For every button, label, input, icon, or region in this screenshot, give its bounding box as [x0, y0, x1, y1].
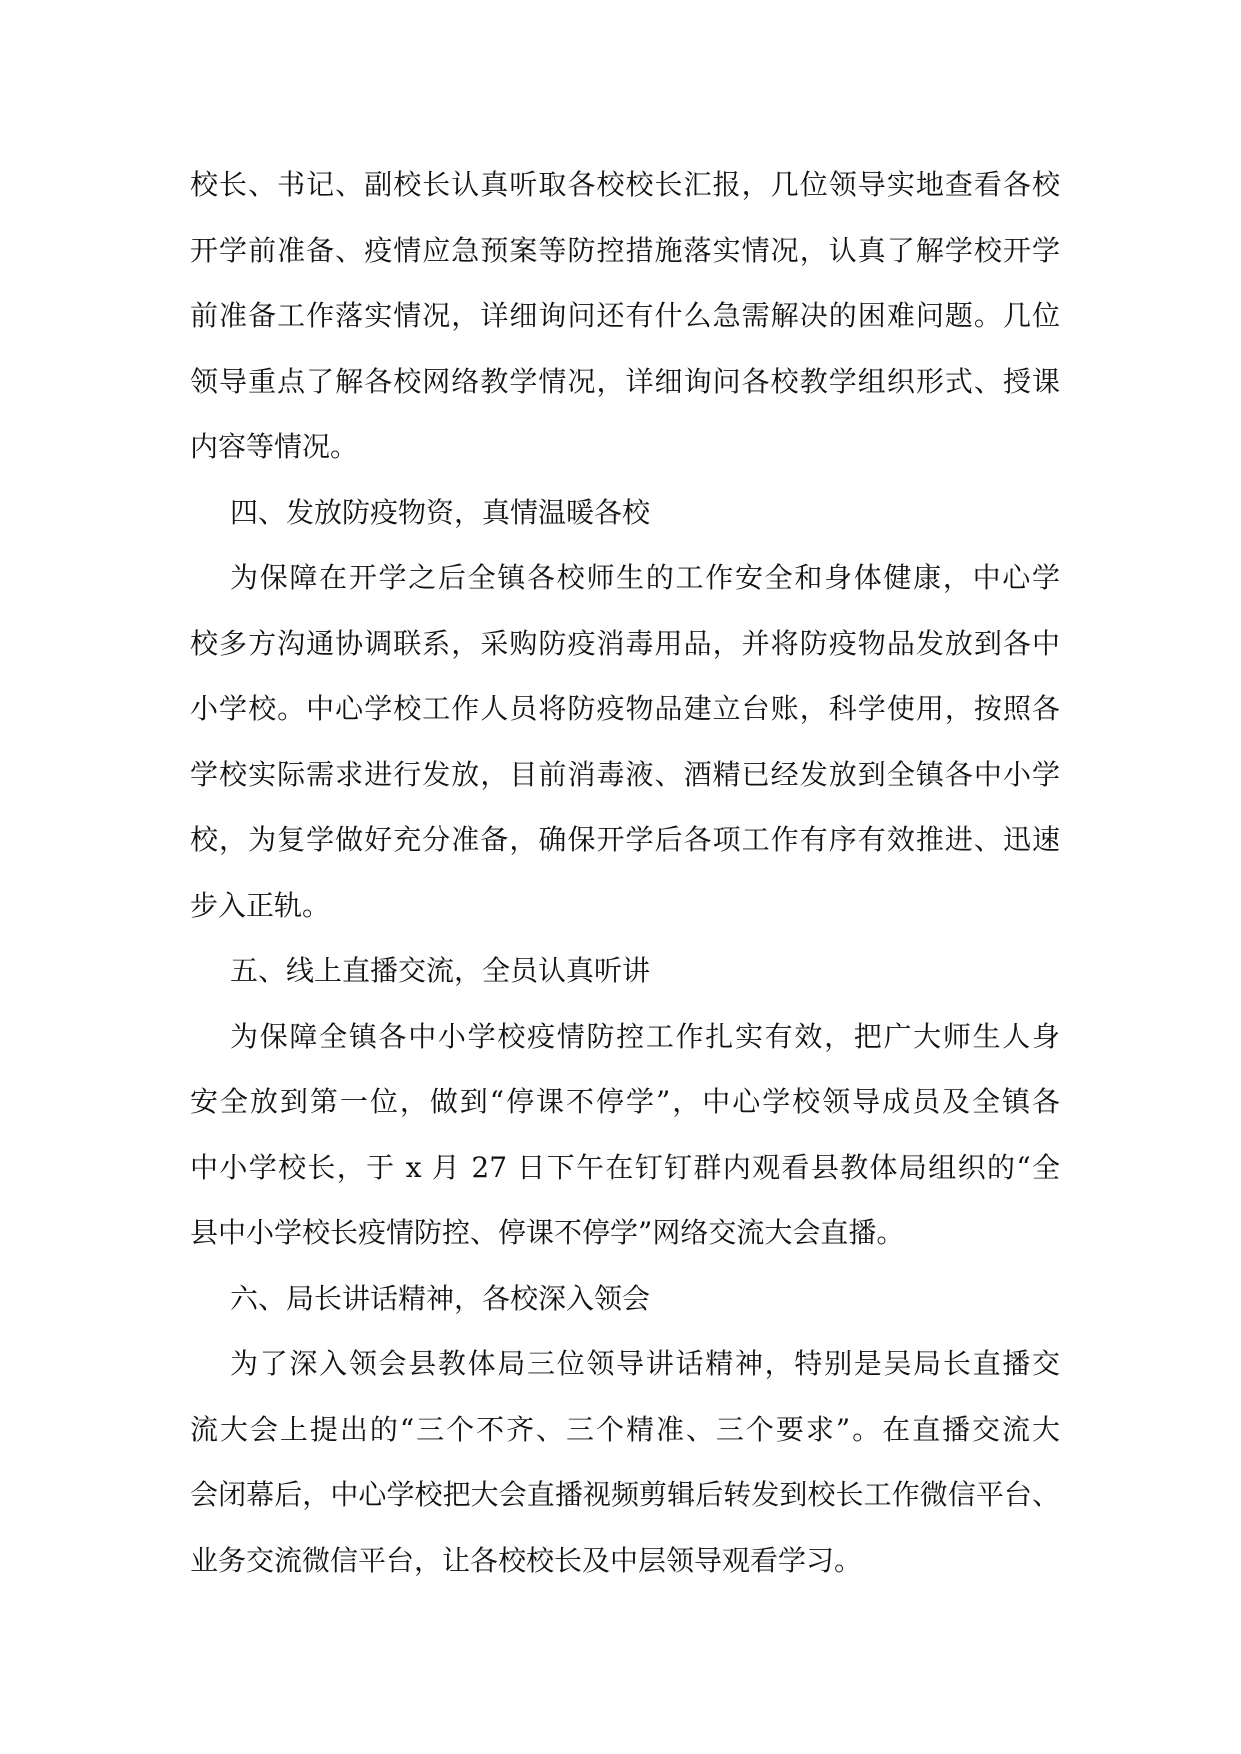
- body-line: 县中小学校长疫情防控、停课不停学”网络交流大会直播。: [190, 1216, 905, 1249]
- body-line: 领导重点了解各校网络教学情况，详细询问各校教学组织形式、授课: [190, 364, 1060, 398]
- body-line: 校长、书记、副校长认真听取各校校长汇报，几位领导实地查看各校: [190, 168, 1060, 201]
- body-line: 为了深入领会县教体局三位领导讲话精神，特别是吴局长直播交: [230, 1347, 1060, 1380]
- body-line: 会闭幕后，中心学校把大会直播视频剪辑后转发到校长工作微信平台、: [190, 1478, 1060, 1511]
- body-line: 为保障全镇各中小学校疫情防控工作扎实有效，把广大师生人身: [230, 1019, 1060, 1053]
- body-line: 学校实际需求进行发放，目前消毒液、酒精已经发放到全镇各中小学: [190, 757, 1060, 791]
- body-line: 开学前准备、疫情应急预案等防控措施落实情况，认真了解学校开学: [190, 233, 1060, 267]
- body-line: 校多方沟通协调联系，采购防疫消毒用品，并将防疫物品发放到各中: [190, 626, 1060, 660]
- body-line: 安全放到第一位，做到“停课不停学”，中心学校领导成员及全镇各: [190, 1085, 1060, 1118]
- body-line: 中小学校长，于 x 月 27 日下午在钉钉群内观看县教体局组织的“全: [190, 1150, 1060, 1184]
- body-line: 内容等情况。: [190, 430, 359, 463]
- body-line: 小学校。中心学校工作人员将防疫物品建立台账，科学使用，按照各: [190, 692, 1060, 725]
- section-heading: 六、局长讲话精神，各校深入领会: [230, 1281, 651, 1315]
- body-line: 流大会上提出的“三个不齐、三个精准、三个要求”。在直播交流大: [190, 1412, 1060, 1446]
- document-body: [190, 152, 1060, 1593]
- body-line: 为保障在开学之后全镇各校师生的工作安全和身体健康，中心学: [230, 561, 1060, 594]
- section-heading: 四、发放防疫物资，真情温暖各校: [230, 495, 651, 529]
- body-line: 校，为复学做好充分准备，确保开学后各项工作有序有效推进、迅速: [190, 823, 1060, 856]
- body-line: 前准备工作落实情况，详细询问还有什么急需解决的困难问题。几位: [190, 299, 1060, 332]
- body-line: 步入正轨。: [190, 888, 331, 922]
- body-line: 业务交流微信平台，让各校校长及中层领导观看学习。: [190, 1543, 863, 1577]
- section-heading: 五、线上直播交流，全员认真听讲: [230, 954, 651, 987]
